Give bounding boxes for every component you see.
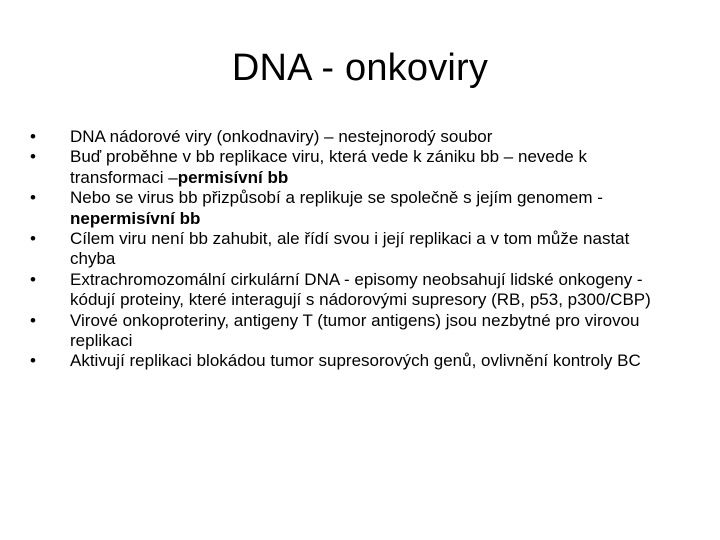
bullet-dot-icon: •: [30, 310, 36, 330]
bullet-dot-icon: •: [30, 147, 36, 167]
bullet-item: [28, 270, 678, 311]
bullet-text: Aktivují replikaci blokádou tumor supresorových genů, ovlivnění kontroly BC: [70, 351, 641, 371]
bullet-text: Nebo se virus bb přizpůsobí a replikuje se společně s jejím genomem -: [70, 188, 603, 208]
bullet-bold-text: permisívní bb: [177, 167, 289, 187]
bullet-text: Extrachromozomální cirkulární DNA - episomy neobsahují lidské onkogeny - kódují proteiny, které interagují s nádorovými supresory (RB, p53, p300/CBP): [70, 269, 651, 310]
bullet-text: Buď proběhne v bb replikace viru, která vede k zániku bb – nevede k transformaci –: [70, 147, 587, 187]
bullet-item: [28, 127, 678, 147]
bullet-item: [28, 229, 678, 270]
bullet-item: [28, 188, 678, 229]
bullet-dot-icon: •: [30, 188, 36, 208]
bullet-bold-text: nepermisívní bb: [70, 208, 201, 228]
bullet-dot-icon: •: [30, 351, 36, 371]
bullet-list: [28, 127, 678, 372]
bullet-dot-icon: •: [30, 127, 36, 146]
bullet-dot-icon: •: [30, 229, 36, 249]
bullet-text: Cílem viru není bb zahubit, ale řídí svou i její replikaci a v tom může nastat chyba: [70, 229, 630, 269]
bullet-text: Virové onkoproteriny, antigeny T (tumor antigens) jsou nezbytné pro virovou replikaci: [70, 310, 640, 351]
bullet-item: [28, 351, 678, 371]
slide-title: DNA - onkoviry: [231, 47, 489, 89]
bullet-text: DNA nádorové viry (onkodnaviry) – nestejnorodý soubor: [70, 127, 493, 146]
bullet-item: [28, 147, 678, 188]
bullet-dot-icon: •: [30, 269, 36, 289]
bullet-item: [28, 311, 678, 352]
